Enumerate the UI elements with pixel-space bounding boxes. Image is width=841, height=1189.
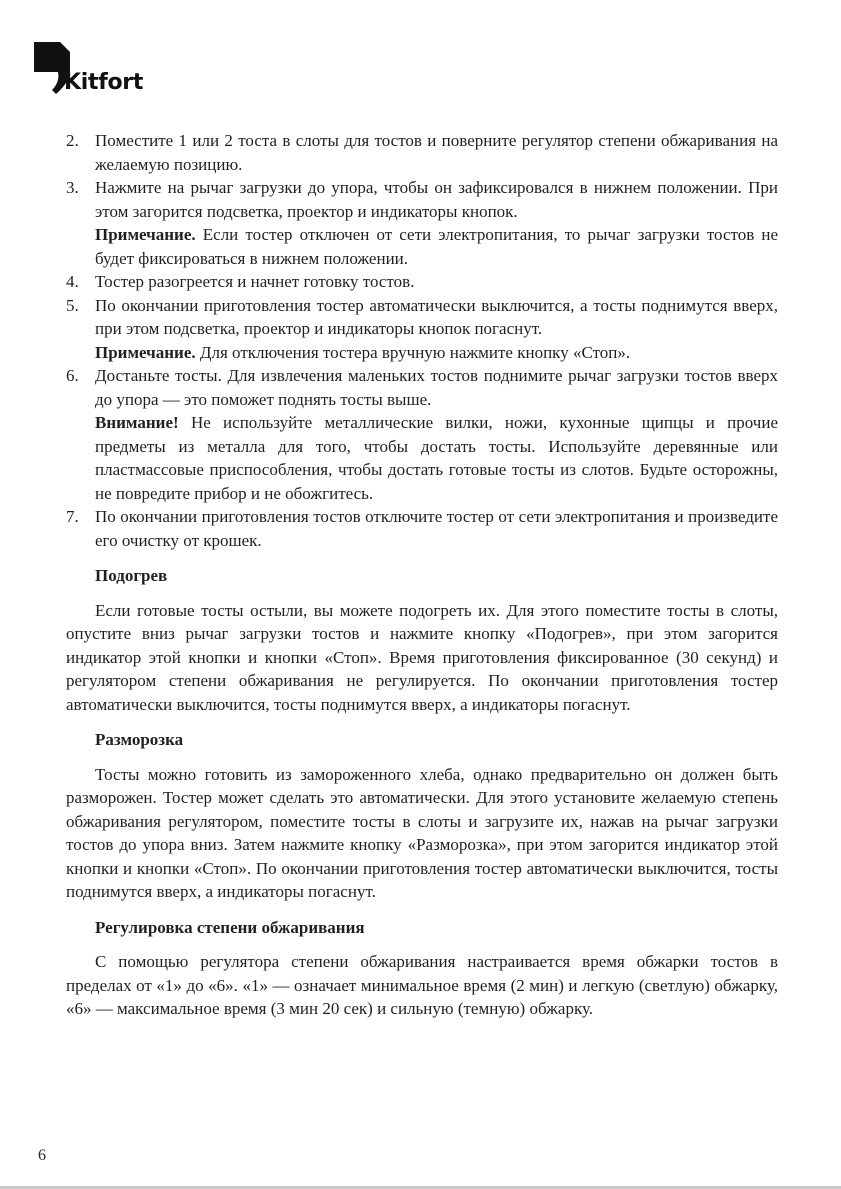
section-heading-browning-control: Регулировка степени обжаривания xyxy=(95,917,365,937)
note-label: Примечание. xyxy=(95,225,196,244)
section-paragraph-defrost: Тосты можно готовить из замороженного хлеба, однако предварительно он должен быть разморожен. Тостер может сделать это автоматически. Для этого установите желаемую степень обжаривания регулятором, поместите тосты в слоты и загрузите их, нажав на рычаг загрузки тостов до упора вниз. Затем нажмите кнопку «Разморозка», при этом загорится индикатор этой кнопки и кнопки «Стоп». По окончании приготовления тостер автоматически выключится, тосты поднимутся вверх, а индикаторы погаснут. xyxy=(66,764,778,901)
section-heading-reheat: Подогрев xyxy=(95,566,168,585)
kitfort-logo xyxy=(34,42,154,97)
list-item-body xyxy=(95,176,778,270)
list-item-body xyxy=(95,364,778,505)
list-item-number: 6. xyxy=(66,366,79,385)
instructions-content xyxy=(66,129,778,1021)
note-text: Если тостер отключен от сети электропитания, то рычаг загрузки тостов не будет фиксироваться в нижнем положении. xyxy=(95,225,778,268)
section-paragraph-reheat: Если готовые тосты остыли, вы можете подогреть их. Для этого поместите тосты в слоты, опустите вниз рычаг загрузки тостов и нажмите кнопку «Подогрев», при этом загорится индикатор этой кнопки и кнопки «Стоп». Время приготовления фиксированное (30 секунд) и регулятором степени обжаривания не регулируется. По окончании приготовления тостер автоматически выключится, тосты поднимутся вверх, а индикаторы погаснут. xyxy=(66,600,778,714)
list-item xyxy=(66,364,778,505)
note-text: Для отключения тостера вручную нажмите кнопку «Стоп». xyxy=(195,342,631,362)
list-item xyxy=(66,176,778,270)
section-heading-defrost: Разморозка xyxy=(95,730,184,749)
list-item-text: Поместите 1 или 2 тоста в слоты для тостов и поверните регулятор степени обжаривания на желаемую позицию. xyxy=(95,131,778,174)
list-item-text: Тостер разогреется и начнет готовку тостов. xyxy=(95,272,415,291)
list-item xyxy=(66,294,778,365)
warning-label: Внимание! xyxy=(95,413,179,432)
section-paragraph-browning-control: С помощью регулятора степени обжаривания настраивается время обжарки тостов в пределах от «1» до «6». «1» — означает минимальное время (2 мин) и легкую (светлую) обжарку, «6» — максимальное время (3 мин 20 сек) и сильную (темную) обжарку. xyxy=(66,952,778,1018)
list-item-text: По окончании приготовления тостов отключите тостер от сети электропитания и произведите его очистку от крошек. xyxy=(95,507,778,550)
warning-text: Не используйте металлические вилки, ножи, кухонные щипцы и прочие предметы из металла для того, чтобы достать тосты. Используйте деревянные или пластмассовые приспособления, чтобы достать готовые тосты из слотов. Будьте осторожны, не повредите прибор и не обожгитесь. xyxy=(95,413,778,503)
list-item-number: 2. xyxy=(66,131,79,150)
logo-text: Kitfort xyxy=(64,70,144,95)
list-item-number: 5. xyxy=(66,295,79,315)
list-item-number: 3. xyxy=(66,178,79,197)
list-item-text: Достаньте тосты. Для извлечения маленьких тостов поднимите рычаг загрузки тостов вверх до упора — это поможет поднять тосты выше. xyxy=(95,366,778,409)
list-item-number: 7. xyxy=(66,507,79,526)
list-item xyxy=(66,505,778,552)
note xyxy=(95,341,778,365)
list-item-number: 4. xyxy=(66,272,79,291)
list-item xyxy=(66,129,778,176)
note xyxy=(95,223,778,270)
page-number: 6 xyxy=(38,1147,46,1164)
list-item-text: По окончании приготовления тостер автоматически выключится, а тосты поднимутся вверх, при этом подсветка, проектор и индикаторы кнопок погаснут. xyxy=(95,295,778,338)
list-item-body xyxy=(95,129,778,176)
list-item-body xyxy=(95,505,778,552)
list-item xyxy=(66,270,778,294)
list-item-text: Нажмите на рычаг загрузки до упора, чтобы он зафиксировался в нижнем положении. При этом загорится подсветка, проектор и индикаторы кнопок. xyxy=(95,178,778,221)
list-item-body xyxy=(95,294,778,365)
note-label: Примечание. xyxy=(95,342,196,362)
warning xyxy=(95,411,778,505)
list-item-body xyxy=(95,270,778,294)
